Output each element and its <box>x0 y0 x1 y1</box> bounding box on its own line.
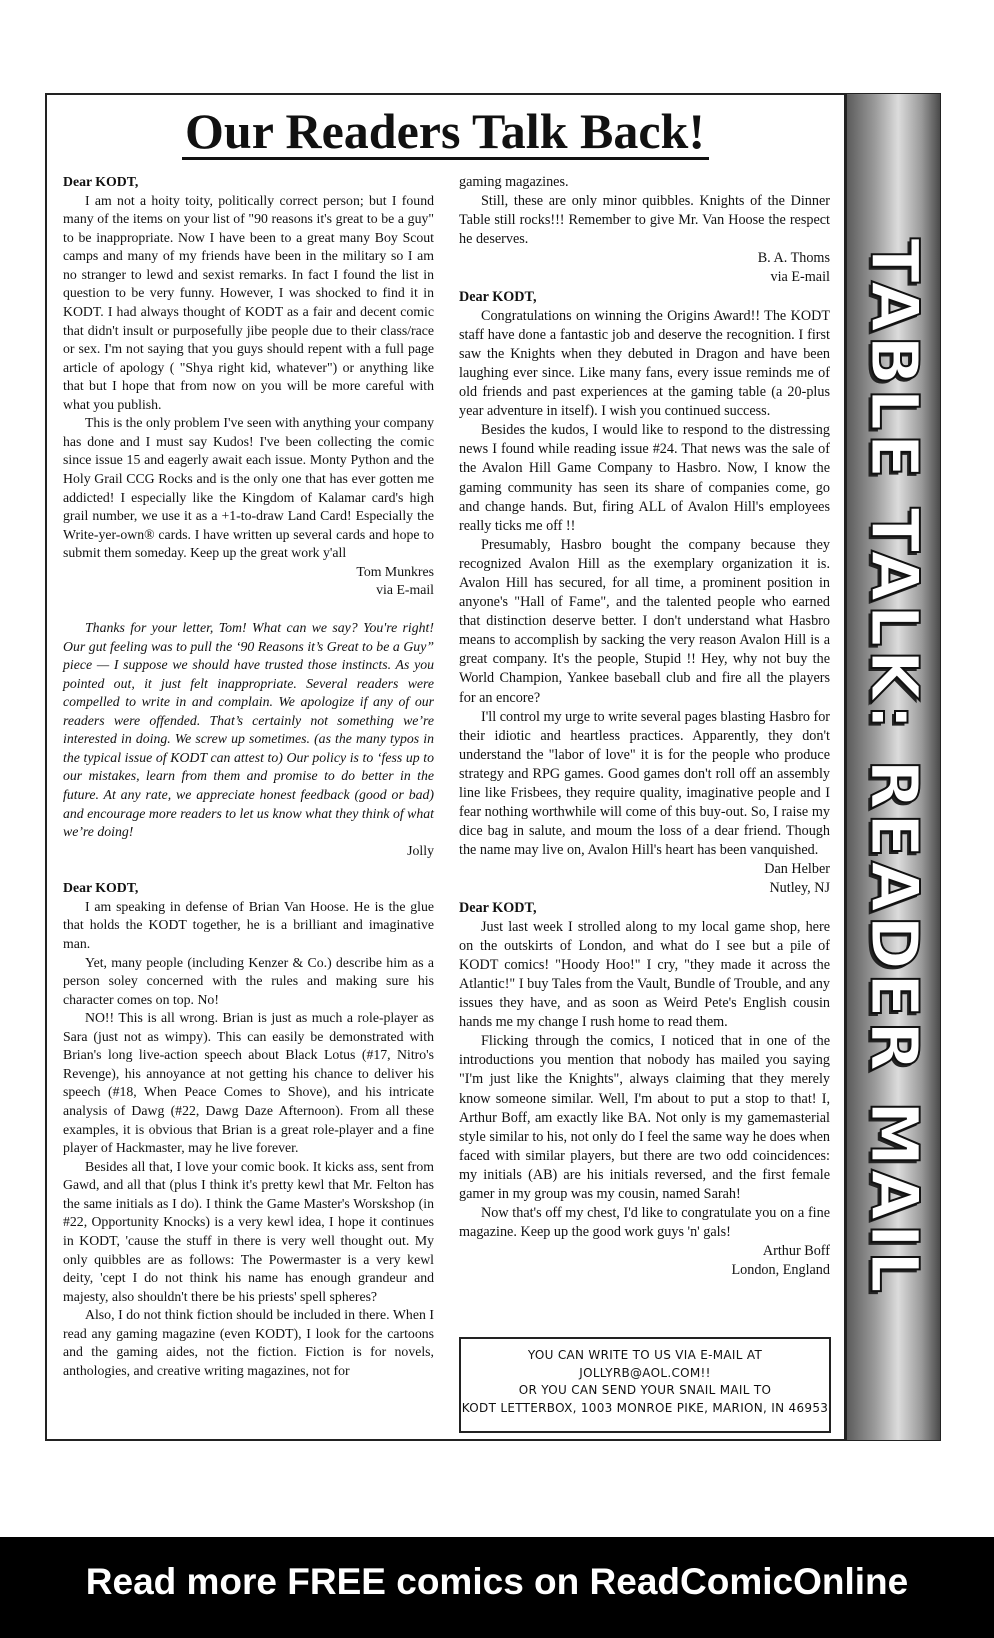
letter-paragraph: Also, I do not think fiction should be included in there. When I read any gaming magazine (even KODT), I look for the cartoons and the gaming aides, not the fiction. Fiction is for novels, anthologies, and creative writing magazines, not for <box>63 1307 434 1378</box>
editor-reply: Thanks for your letter, Tom! What can we say? You're right! Our gut feeling was to pull the ‘90 Reasons it’s Great to be a Guy” piece — I suppose we should have trusted those instincts. As you pointed out, it just felt inappropriate. Several readers were compelled to write in and complain. We apologize if any of our readers were offended. That’s certainly not something we’re interested in doing. We screw up sometimes. (as the many typos in the typical issue of KODT can attest to) Our policy is to ‘fess up to our mistakes, learn from them and promise to do better in the future. At any rate, we appreciate honest feedback (good or bad) and encourage more readers to let us know what they think of what we’re doing! <box>63 619 434 840</box>
letter-paragraph: Yet, many people (including Kenzer & Co.) describe him as a person soley concerned with the rules and making sure his character comes on top. No! <box>63 954 434 1007</box>
contact-line-1: YOU CAN WRITE TO US VIA E-MAIL AT <box>527 1348 763 1362</box>
sidebar-title: TABLE TALK: READER MAIL <box>855 238 932 1296</box>
letter-paragraph: I am speaking in defense of Brian Van Hoose. He is the glue that holds the KODT together, he is a brilliant and imaginative man. <box>63 898 434 951</box>
letter-signature: Nutley, NJ <box>769 880 830 897</box>
letter-paragraph: gaming magazines. <box>459 174 569 190</box>
letter-paragraph: I'll control my urge to write several pages blasting Hasbro for their idiotic and heartless practices. Apparently, they don't understand the "labor of love" it is for the people who produce strategy and RPG games. Good games don't roll off an assembly line like Frisbees, they require quality, imaginative people and I fear nothing worthwhile will come of this buy-out. So, I raise my dice bag in salute, and moum the loss of a dear friend. Though the name may live on, Avalon Hill's heart has been vanquished. <box>459 708 831 859</box>
letter-salutation: Dear KODT, <box>459 288 537 305</box>
letter-signature: Dan Helber <box>764 861 830 878</box>
letter-signature: B. A. Thoms <box>757 250 830 267</box>
contact-address: KODT LETTERBOX, 1003 MONROE PIKE, MARION, IN 46953 <box>461 1400 829 1415</box>
letter-signature: Tom Munkres <box>356 563 434 579</box>
letter-paragraph: I am not a hoity toity, politically correct person; but I found many of the items on your list of "90 reasons it's great to be a guy" to be inappropriate. Now I have been to a great many Boy Scout camps and many of my friends have been in the military so I am no stranger to lewd and sexist remarks. In fact I found the list in question to be very funny. However, I was shocked to find it in KODT. I had always thought of KODT as a fair and decent comic that didn't insult or purposefully jibe people due to their class/race or sex. I'm not saying that you guys should repent with a full page article of apology ( "Shya right kid, whatever") or anything like that but I hope that from now on you will be more careful with what you publish. <box>63 192 434 412</box>
letter-salutation: Dear KODT, <box>63 174 139 189</box>
spacer <box>63 600 434 619</box>
letter-paragraph: NO!! This is all wrong. Brian is just as much a role-player as Sara (just not as wimpy). This can easily be demonstrated with Brian's long live-action speech about Black Lotus (#17, Nitro's Revenge), his annoyance at not getting his chance to deliver his speech (#18, When Peace Comes to Shove), and his intricate analysis of Dawg (#22, Dawg Daze Afternoon). From all these examples, it is obvious that Brian is a great role-player and a fine player of Hackmaster, may he live forever. <box>63 1010 434 1156</box>
contact-box <box>459 1337 831 1433</box>
letter-paragraph: Besides the kudos, I would like to respond to the distressing news I found while reading issue #24. That news was the sale of the Avalon Hill Game Company to Hasbro. Now, I know the gaming community has seen its share of companies come, go and change hands. But, firing ALL of Avalon Hill's employees really ticks me off !! <box>459 422 830 534</box>
letter-signature: via E-mail <box>376 582 434 598</box>
right-column <box>459 173 830 1280</box>
letter-paragraph: This is the only problem I've seen with anything your company has done and I must say Kudos! I've been collecting the comic since issue 15 and eagerly await each issue. Monty Python and the Holy Grail CCG Rocks and is the only one that has ever gotten me addicted! I especially like the Kingdom of Kalamar card's high grail number, we use it as a +1-to-draw Land Card! Especially the Write-yer-own® cards. I have written up several cards and hope to submit them someday. Keep up the great work y'all <box>63 415 434 561</box>
letter-signature: Jolly <box>407 842 434 858</box>
sidebar-banner <box>844 94 940 1440</box>
letter-signature: via E-mail <box>770 269 830 286</box>
letter-paragraph: Congratulations on winning the Origins Award!! The KODT staff have done a fantastic job and deserve the recognition. I first saw the Knights when they debuted in Dragon and have been laughing ever since. Like many fans, every issue reminds me of old friends and past experiences at the gaming table (a 20-plus year adventure in itself). I wish you continued success. <box>459 307 830 420</box>
page-title: Our Readers Talk Back! <box>185 103 705 159</box>
letter-salutation: Dear KODT, <box>63 880 139 896</box>
contact-line-3: OR YOU CAN SEND YOUR SNAIL MAIL TO <box>518 1383 772 1397</box>
letter-paragraph: Just last week I strolled along to my local game shop, here on the outskirts of London, and what do I see but a pile of KODT comics! "Hoody Hoo!" I cry, "they made it across the Atlantic!" I buy Tales from the Vault, Bundle of Trouble, and any issues they have, and as soon as Weird Pete's English cousin hands me my change I rush home to read them. <box>459 918 830 1031</box>
letter-signature: London, England <box>731 1262 830 1279</box>
letter-paragraph: Still, these are only minor quibbles. Knights of the Dinner Table still rocks!!! Remember to give Mr. Van Hoose the respect he deserves. <box>459 193 830 248</box>
letter-paragraph: Besides all that, I love your comic book. It kicks ass, sent from Gawd, and all that (plus I think it's pretty kewl that Mr. Felton has the same initials as I do). I think the Game Master's Worskshop (in #22, Opportunity Knocks) is a very kewl idea, I hope it continues in KODT, 'cause the stuff in there is very well thought out. My only quibbles are as follows: The Powermaster is a very kewl deity, 'cept I do not think his name has enough grandeur and majesty, also shouldn't there be his priests' spell spheres? <box>63 1158 434 1304</box>
letter-paragraph: Flicking through the comics, I noticed that in one of the introductions you mention that nobody has mailed you saying "I'm just like the Knights", always claiming that they merely know someone similar. Well, I'm about to put a stop to that! I, Arthur Boff, am exactly like BA. Not only is my gamemasterial style similar to his, not only do I feel the same way he does when faced with similar players, but there are two odd coincidences: my initials (AB) are his initials reversed, and the first female gamer in my group was my cousin, named Sarah! <box>459 1033 830 1202</box>
letter-salutation: Dear KODT, <box>459 899 537 916</box>
letter-paragraph: Now that's off my chest, I'd like to congratulate you on a fine magazine. Keep up the good work guys 'n' gals! <box>459 1205 830 1241</box>
letter-paragraph: Presumably, Hasbro bought the company because they recognized Avalon Hill as the exemplary organization it is. Avalon Hill has secured, for all time, a prominent position in anyone's "Hall of Fame", and the talented people who earned that distinction deserve better. I don't understand what Hasbro means to accomplish by sacking the very reason Avalon Hill is a great company. It's the people, Stupid !! Hey, why not buy the World Champion, Yankee baseball club and fire all the players for an encore? <box>459 536 830 706</box>
contact-email[interactable]: JOLLYRB@AOL.COM!! <box>579 1365 711 1380</box>
footer-link[interactable]: Read more FREE comics on ReadComicOnline <box>85 1561 909 1602</box>
footer-banner[interactable] <box>0 1537 994 1638</box>
title-underline <box>182 157 709 160</box>
spacer <box>63 860 434 879</box>
letter-signature: Arthur Boff <box>762 1243 830 1260</box>
left-column <box>63 173 434 1380</box>
